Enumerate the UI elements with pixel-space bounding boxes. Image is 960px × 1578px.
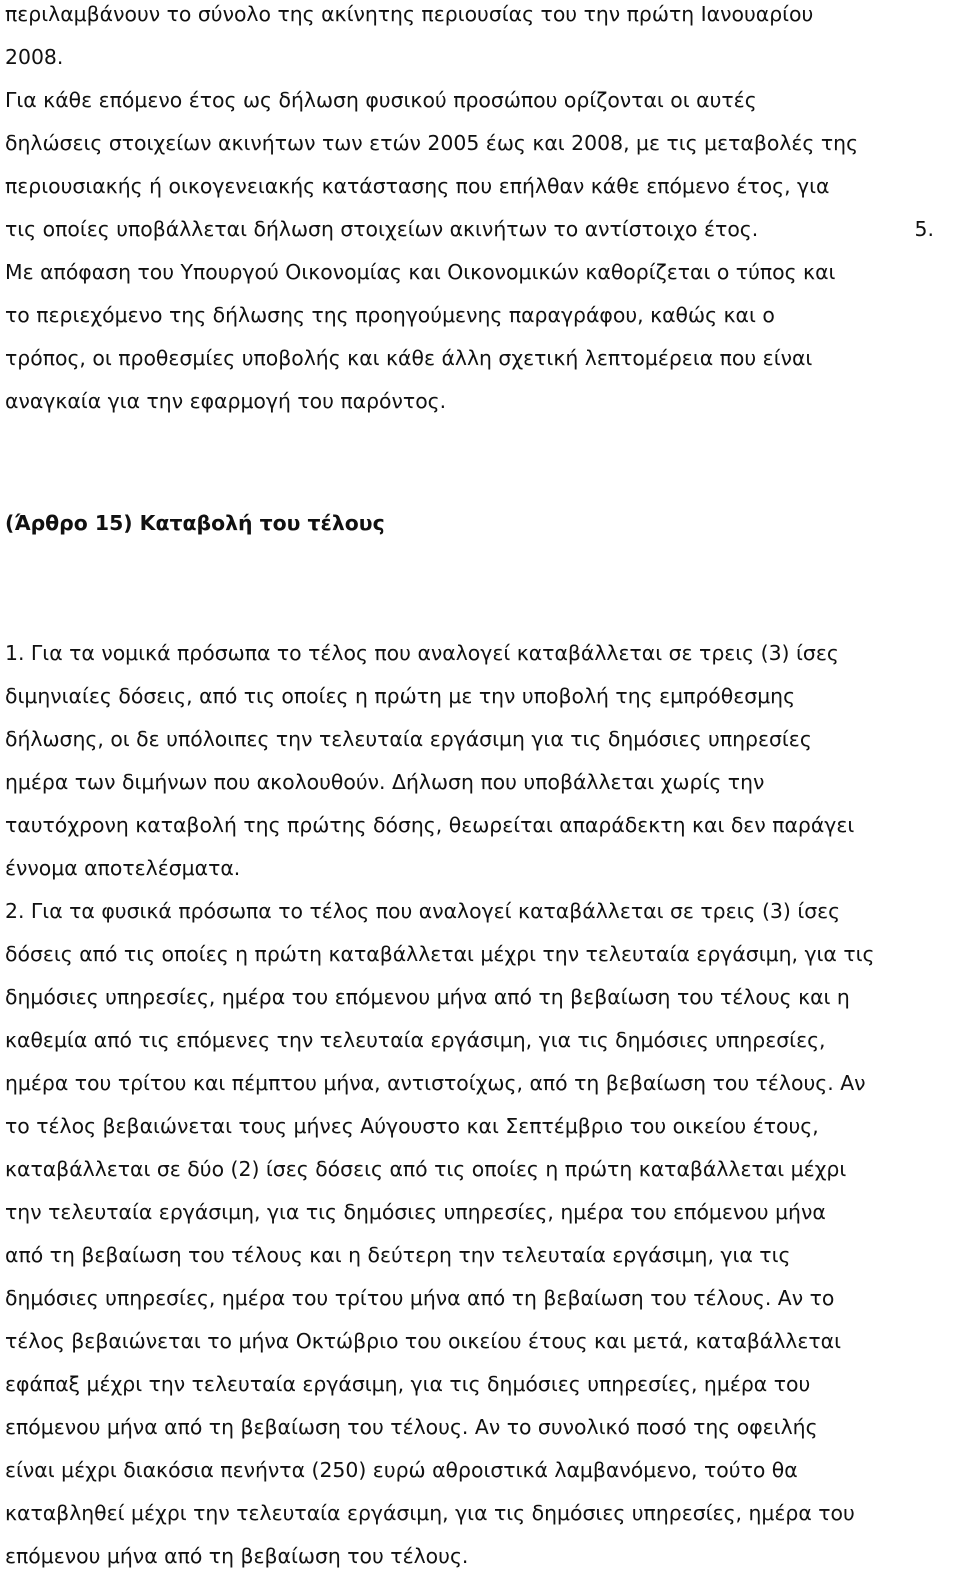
text-line: έννομα αποτελέσματα. <box>5 856 241 880</box>
text-line: την τελευταία εργάσιμη, για τις δημόσιες υπηρεσίες, ημέρα του επόμενου μήνα <box>5 1200 826 1224</box>
text-line: 2008. <box>5 45 64 69</box>
text-line: δημόσιες υπηρεσίες, ημέρα του επόμενου μήνα από τη βεβαίωση του τέλους και η <box>5 985 850 1009</box>
text-line: αναγκαία για την εφαρμογή του παρόντος. <box>5 389 447 413</box>
text-line: δηλώσεις στοιχείων ακινήτων των ετών 2005 έως και 2008, με τις μεταβολές της <box>5 131 859 155</box>
text-line: Με απόφαση του Υπουργού Οικονομίας και Οικονομικών καθορίζεται ο τύπος και <box>5 260 836 284</box>
text-line: Για κάθε επόμενο έτος ως δήλωση φυσικού προσώπου ορίζονται οι αυτές <box>5 88 757 112</box>
text-line: καταβάλλεται σε δύο (2) ίσες δόσεις από τις οποίες η πρώτη καταβάλλεται μέχρι <box>5 1157 847 1181</box>
text-line: περιουσιακής ή οικογενειακής κατάστασης που επήλθαν κάθε επόμενο έτος, για <box>5 174 830 198</box>
paragraph-number: 5. <box>914 217 934 241</box>
text-line: επόμενου μήνα από τη βεβαίωση του τέλους. Αν το συνολικό ποσό της οφειλής <box>5 1415 818 1439</box>
text-line: 1. Για τα νομικά πρόσωπα το τέλος που αναλογεί καταβάλλεται σε τρεις (3) ίσες <box>5 641 839 665</box>
text-line: 2. Για τα φυσικά πρόσωπα το τέλος που αναλογεί καταβάλλεται σε τρεις (3) ίσες <box>5 899 841 923</box>
text-line: το περιεχόμενο της δήλωσης της προηγούμενης παραγράφου, καθώς και ο <box>5 303 775 327</box>
text-line: τρόπος, οι προθεσμίες υποβολής και κάθε άλλη σχετική λεπτομέρεια που είναι <box>5 346 813 370</box>
text-line: διμηνιαίες δόσεις, από τις οποίες η πρώτη με την υποβολή της εμπρόθεσμης <box>5 684 796 708</box>
text-line: καταβληθεί μέχρι την τελευταία εργάσιμη, για τις δημόσιες υπηρεσίες, ημέρα του <box>5 1501 855 1525</box>
text-line: δόσεις από τις οποίες η πρώτη καταβάλλεται μέχρι την τελευταία εργάσιμη, για τις <box>5 942 875 966</box>
text-line: εφάπαξ μέχρι την τελευταία εργάσιμη, για τις δημόσιες υπηρεσίες, ημέρα του <box>5 1372 811 1396</box>
text-line: ημέρα των διμήνων που ακολουθούν. Δήλωση που υποβάλλεται χωρίς την <box>5 770 765 794</box>
text-line: δήλωσης, οι δε υπόλοιπες την τελευταία εργάσιμη για τις δημόσιες υπηρεσίες <box>5 727 812 751</box>
text-line: ημέρα του τρίτου και πέμπτου μήνα, αντιστοίχως, από τη βεβαίωση του τέλους. Αν <box>5 1071 866 1095</box>
article-heading: (Άρθρο 15) Καταβολή του τέλους <box>5 511 385 535</box>
text-line: δημόσιες υπηρεσίες, ημέρα του τρίτου μήνα από τη βεβαίωση του τέλους. Αν το <box>5 1286 835 1310</box>
text-line: το τέλος βεβαιώνεται τους μήνες Αύγουστο και Σεπτέμβριο του οικείου έτους, <box>5 1114 819 1138</box>
text-line: περιλαμβάνουν το σύνολο της ακίνητης περιουσίας του την πρώτη Ιανουαρίου <box>5 2 814 26</box>
text-line: τέλος βεβαιώνεται το μήνα Οκτώβριο του οικείου έτους και μετά, καταβάλλεται <box>5 1329 841 1353</box>
text-line: επόμενου μήνα από τη βεβαίωση του τέλους. <box>5 1544 469 1568</box>
document-page <box>5 0 956 1568</box>
text-line: ταυτόχρονη καταβολή της πρώτης δόσης, θεωρείται απαράδεκτη και δεν παράγει <box>5 813 855 837</box>
text-line: καθεμία από τις επόμενες την τελευταία εργάσιμη, για τις δημόσιες υπηρεσίες, <box>5 1028 826 1052</box>
text-line-with-number <box>5 208 956 251</box>
text-line: είναι μέχρι διακόσια πενήντα (250) ευρώ αθροιστικά λαμβανόμενο, τούτο θα <box>5 1458 798 1482</box>
text-line: τις οποίες υποβάλλεται δήλωση στοιχείων ακινήτων το αντίστοιχο έτος. <box>5 217 759 241</box>
text-line: από τη βεβαίωση του τέλους και η δεύτερη την τελευταία εργάσιμη, για τις <box>5 1243 791 1267</box>
